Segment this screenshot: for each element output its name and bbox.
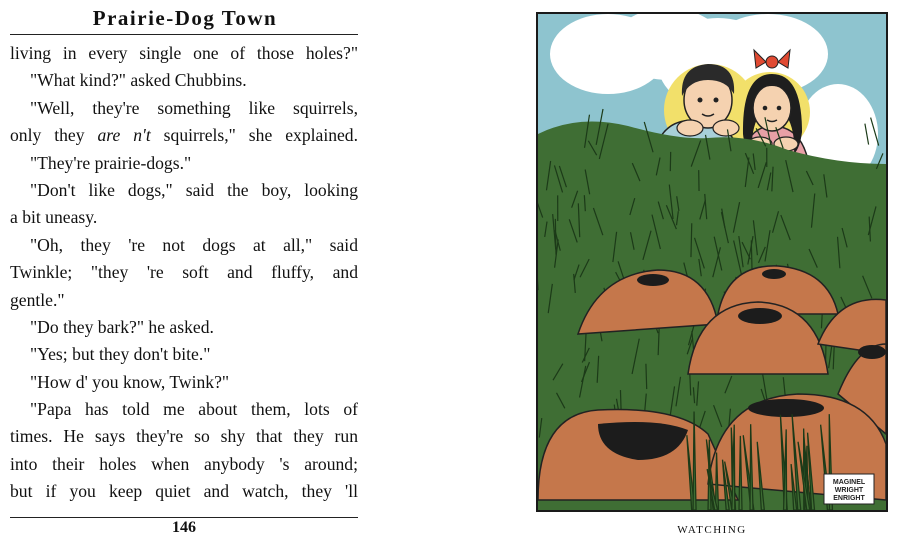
text-line: [10, 341, 358, 368]
text-line: [10, 369, 358, 396]
svg-text:MAGINEL: MAGINEL: [832, 479, 866, 486]
text-line: [10, 396, 358, 423]
text-segment: gentle.": [10, 289, 65, 310]
header-rule: [10, 34, 358, 35]
text-segment: "Papa has told me about them, lots of: [30, 399, 358, 420]
text-line: [10, 40, 358, 67]
text-segment: "Well, they're something like squirrels,: [30, 97, 358, 118]
text-line: [10, 177, 358, 204]
italic-phrase: are n't: [97, 125, 151, 146]
body-text: [10, 40, 358, 506]
footer-rule: [10, 517, 358, 518]
text-segment: "What kind?" asked Chubbins.: [30, 70, 247, 91]
left-page: [0, 0, 370, 544]
text-line: [10, 287, 358, 314]
artist-signature: [824, 474, 874, 504]
text-line: [10, 478, 358, 505]
svg-text:WRIGHT: WRIGHT: [834, 487, 864, 494]
text-segment: Twinkle; "they 're soft and fluffy, and: [10, 262, 358, 283]
text-line: [10, 150, 358, 177]
text-line: [10, 314, 358, 341]
text-segment: living in every single one of those holes?": [10, 43, 358, 63]
text-line: [10, 451, 358, 478]
text-segment: "Don't like dogs," said the boy, looking: [30, 179, 358, 200]
page-number: 146: [172, 519, 196, 536]
illustration-caption: WATCHING: [677, 524, 747, 536]
illustration-watching: [538, 14, 886, 510]
text-segment: squirrels," she explained.: [150, 125, 359, 146]
running-head: Prairie-Dog Town: [92, 6, 278, 30]
text-line: [10, 423, 358, 450]
text-segment: "Oh, they 're not dogs at all," said: [30, 234, 358, 255]
text-segment: into their holes when anybody 's around;: [10, 453, 358, 474]
svg-text:ENRIGHT: ENRIGHT: [833, 495, 865, 502]
text-segment: "Yes; but they don't bite.": [30, 344, 211, 365]
text-segment: "How d' you know, Twink?": [30, 371, 230, 392]
text-line: [10, 204, 358, 231]
illustration-frame: [536, 12, 888, 512]
text-segment: only they: [10, 125, 98, 146]
text-line: [10, 67, 358, 94]
text-segment: times. He says they're so shy that they run: [10, 426, 358, 447]
text-segment: "They're prairie-dogs.": [30, 152, 192, 173]
text-line: [10, 95, 358, 122]
text-line: [10, 232, 358, 259]
text-line: [10, 122, 358, 149]
text-segment: but if you keep quiet and watch, they 'll: [10, 481, 358, 502]
text-segment: "Do they bark?" he asked.: [30, 316, 214, 337]
text-line: [10, 259, 358, 286]
text-segment: a bit uneasy.: [10, 207, 98, 228]
